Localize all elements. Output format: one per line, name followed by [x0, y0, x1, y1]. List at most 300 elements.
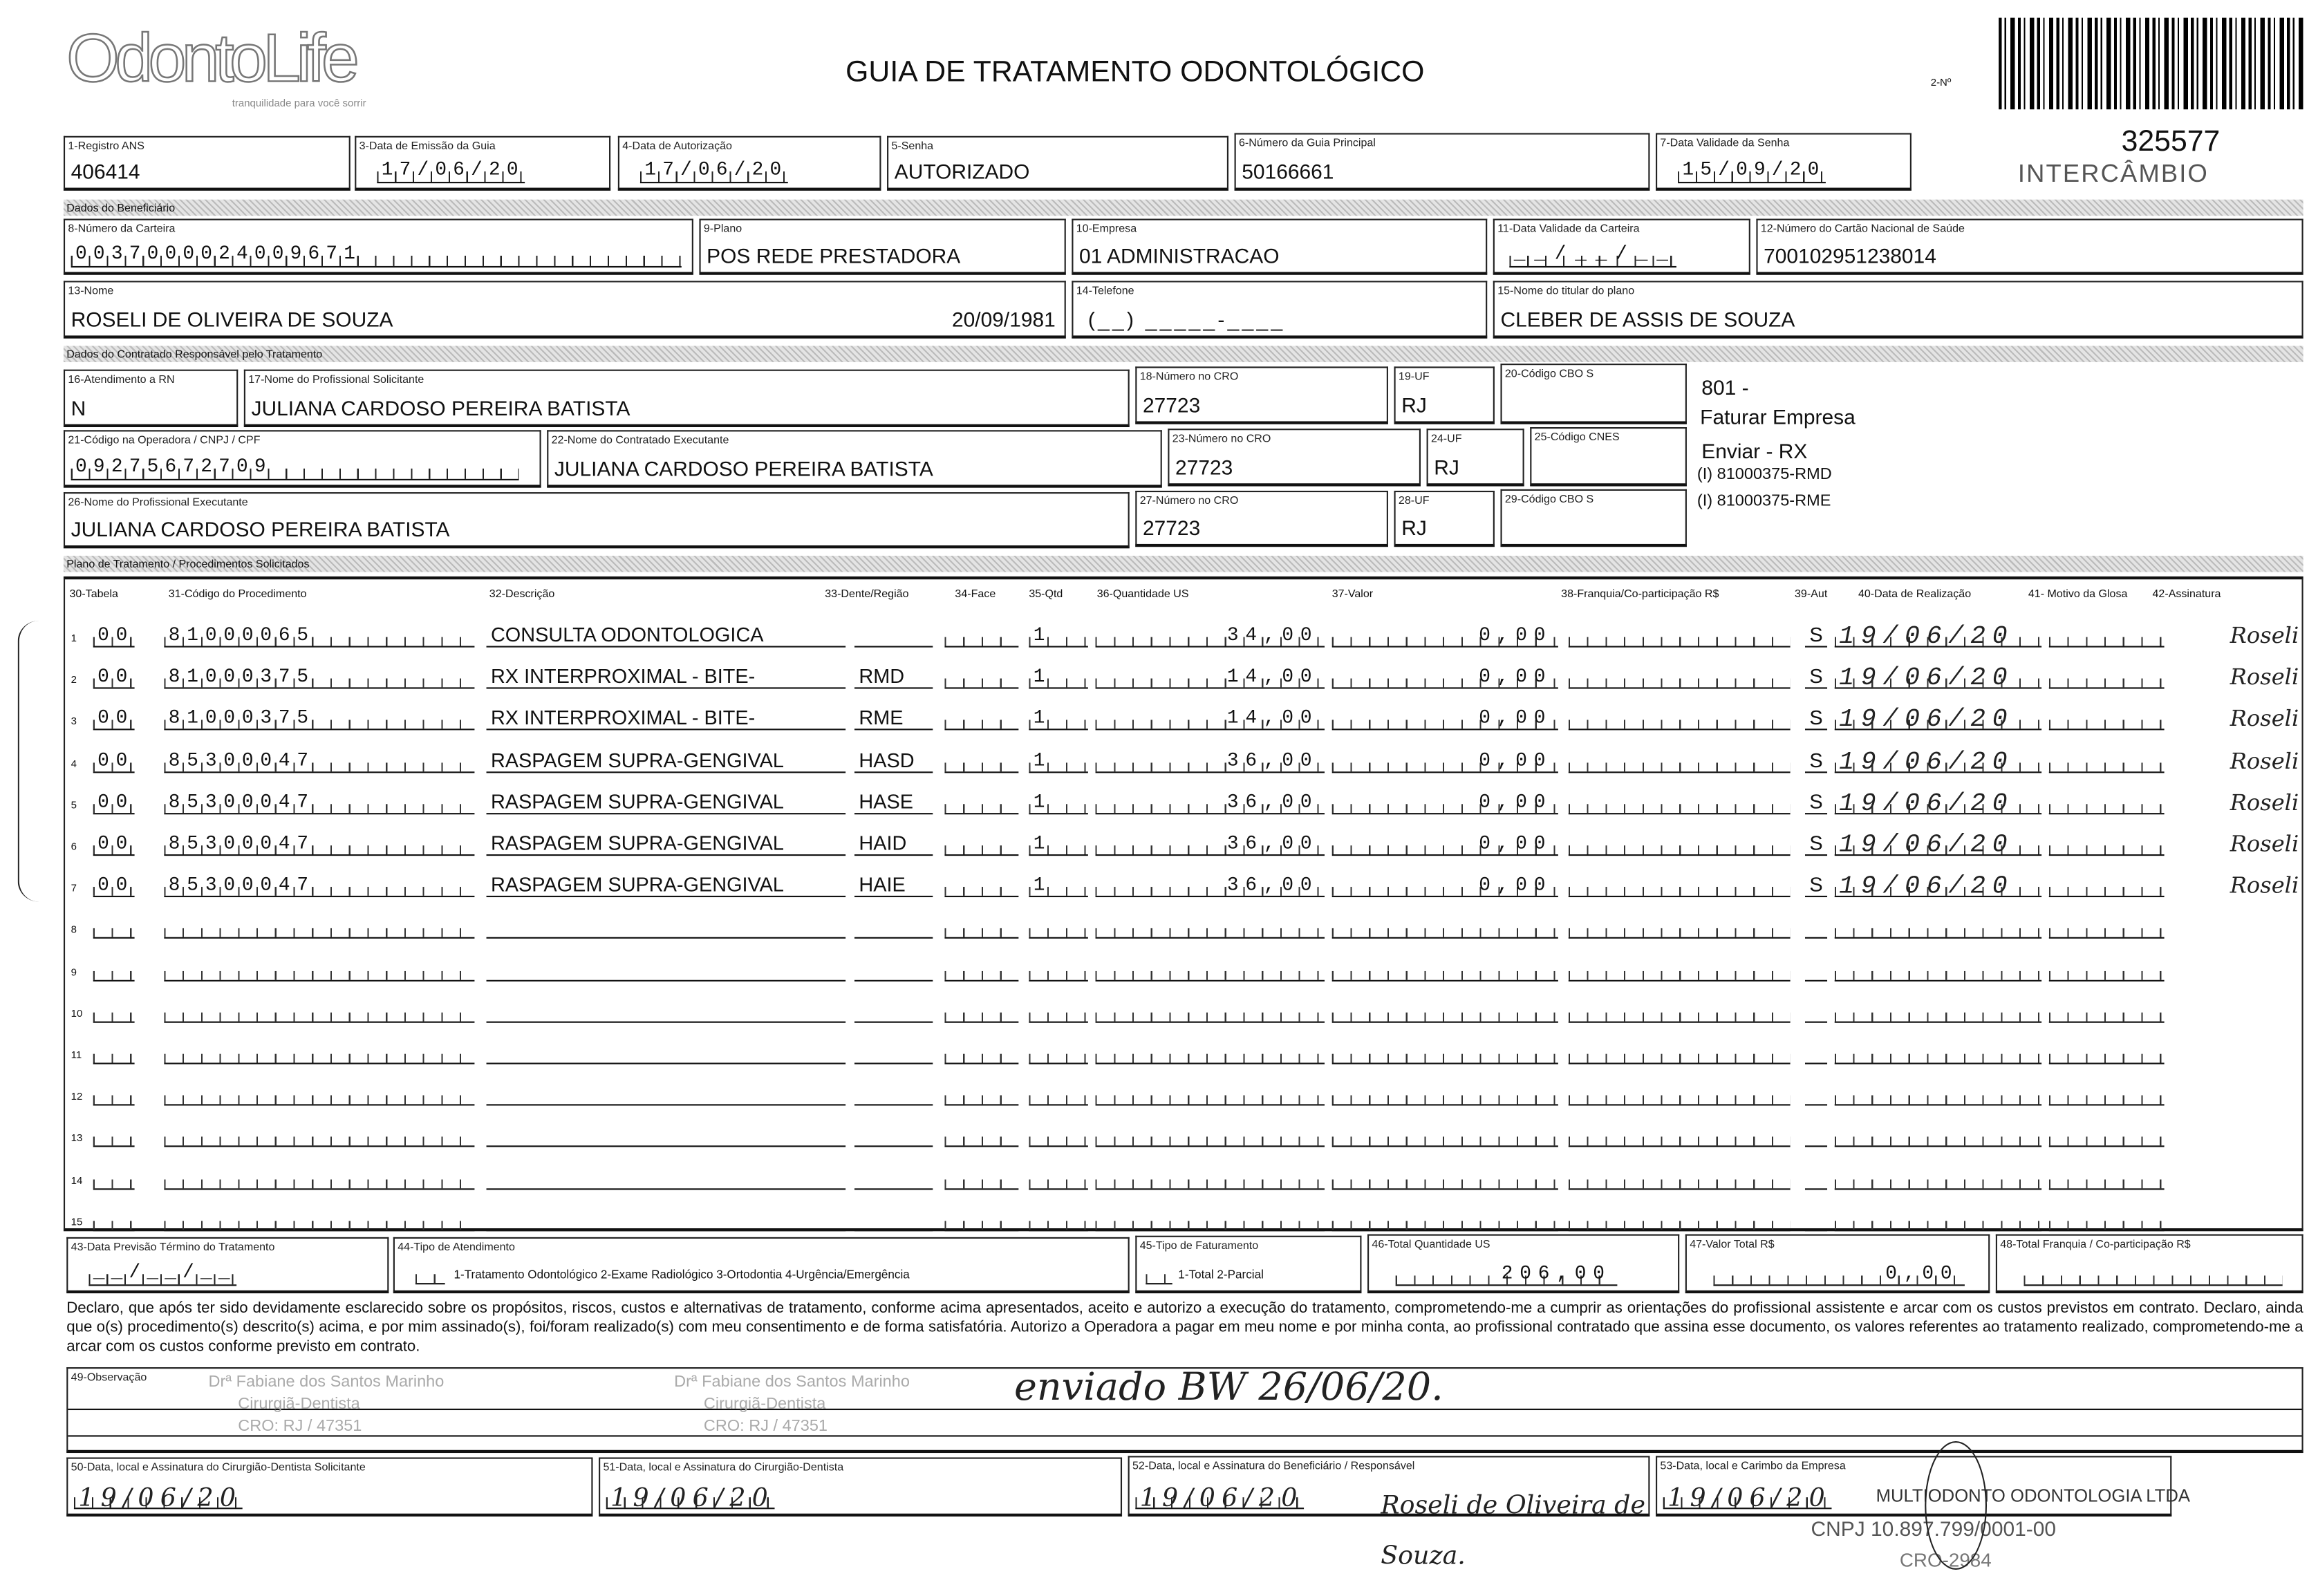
- table-row: [65, 986, 2305, 1027]
- cell-tabela: [93, 957, 135, 981]
- cell-aut: S: [1805, 791, 1827, 814]
- field-label: 23-Número no CRO: [1172, 431, 1271, 445]
- field-numero-carteira: [64, 218, 693, 274]
- cell-glosa: [2049, 874, 2165, 897]
- field-total-quantidade-us: [1367, 1234, 1679, 1294]
- row-number: 2: [71, 675, 77, 686]
- row-signature: Roseli: [2230, 664, 2299, 691]
- cell-codigo: 81000375: [164, 707, 474, 731]
- field-data-autorizacao: [618, 136, 881, 191]
- cell-data: 19/06/20: [1835, 832, 2041, 856]
- field-profissional-solicitante: [244, 370, 1130, 427]
- field-label: 15-Nome do titular do plano: [1497, 283, 1635, 297]
- cell-descricao: RX INTERPROXIMAL - BITE-: [487, 666, 846, 689]
- cell-dente: HAID: [854, 832, 933, 856]
- column-header: 40-Data de Realização: [1858, 586, 1972, 601]
- column-header: 33-Dente/Região: [825, 586, 909, 601]
- cell-qtd_us: [1096, 1082, 1325, 1106]
- row-number: 11: [71, 1051, 82, 1062]
- cell-data: [1835, 1124, 2041, 1147]
- field-label: 16-Atendimento a RN: [68, 372, 175, 386]
- field-value: ROSELI DE OLIVEIRA DE SOUZA: [71, 307, 393, 332]
- cell-face: [944, 916, 1018, 939]
- cell-descricao: RX INTERPROXIMAL - BITE-: [487, 707, 846, 731]
- cell-aut: [1805, 999, 1827, 1022]
- row-number: 9: [71, 967, 77, 978]
- beneficiary-signature: Roseli de Oliveira de Souza.: [1381, 1491, 1645, 1572]
- field-cnes-25: [1530, 427, 1687, 487]
- cell-data: 19/06/20: [1835, 707, 2041, 731]
- field-label: 29-Código CBO S: [1504, 492, 1594, 506]
- row-signature: Roseli: [2230, 747, 2299, 774]
- table-row: [65, 1069, 2305, 1110]
- field-senha: [887, 136, 1228, 191]
- cell-glosa: [2049, 749, 2165, 772]
- cell-qtd: 1: [1029, 791, 1088, 814]
- table-row: [65, 652, 2305, 693]
- cell-tabela: [93, 999, 135, 1022]
- cell-aut: S: [1805, 749, 1827, 772]
- cell-franquia: [1569, 957, 1791, 981]
- column-header: 36-Quantidade US: [1096, 586, 1189, 601]
- cell-qtd_us: 14,00: [1096, 666, 1325, 689]
- cell-valor: 0,00: [1332, 749, 1558, 772]
- field-label: 48-Total Franquia / Co-participação R$: [2000, 1237, 2191, 1251]
- logo-text: OdontoLife: [66, 19, 355, 96]
- cell-tabela: [93, 1040, 135, 1064]
- cell-qtd: 1: [1029, 749, 1088, 772]
- cell-glosa: [2049, 1165, 2165, 1189]
- column-header: 32-Descrição: [489, 586, 555, 601]
- field-tipo-atendimento: [393, 1237, 1130, 1293]
- cell-qtd_us: [1096, 1165, 1325, 1189]
- cell-valor: 0,00: [1332, 666, 1558, 689]
- field-empresa: [1072, 218, 1487, 274]
- table-row: [65, 819, 2305, 861]
- table-row: [65, 1111, 2305, 1152]
- cell-dente: HASE: [854, 791, 933, 814]
- row-number: 14: [71, 1176, 83, 1187]
- field-value: N: [71, 396, 86, 420]
- cell-codigo: [164, 957, 474, 981]
- stamp-line: CRO: RJ / 47351: [238, 1417, 362, 1436]
- cell-valor: [1332, 1165, 1558, 1189]
- cell-glosa: [2049, 832, 2165, 856]
- cell-tabela: 00: [93, 666, 135, 689]
- field-value: 09275672709: [71, 456, 519, 480]
- cell-dente: [854, 1082, 933, 1106]
- cell-face: [944, 666, 1018, 689]
- field-label: 24-UF: [1430, 431, 1462, 445]
- cell-franquia: [1569, 1082, 1791, 1106]
- cell-glosa: [2049, 1208, 2165, 1231]
- cell-aut: [1805, 957, 1827, 981]
- cell-codigo: [164, 1082, 474, 1106]
- field-value: 19/06/20: [74, 1484, 242, 1509]
- cell-valor: 0,00: [1332, 832, 1558, 856]
- field-label: 22-Nome do Contratado Executante: [551, 433, 729, 447]
- cell-codigo: 85300047: [164, 874, 474, 897]
- cell-dente: HAIE: [854, 874, 933, 897]
- field-value: JULIANA CARDOSO PEREIRA BATISTA: [71, 517, 450, 541]
- field-value: 0,00: [1713, 1262, 1965, 1286]
- cell-tabela: 00: [93, 623, 135, 647]
- cell-dente: [854, 1165, 933, 1189]
- side-note: Enviar - RX: [1701, 439, 1808, 463]
- cell-face: [944, 1040, 1018, 1064]
- cell-dente: RMD: [854, 666, 933, 689]
- cell-data: 19/06/20: [1835, 666, 2041, 689]
- cell-descricao: RASPAGEM SUPRA-GENGIVAL: [487, 874, 846, 897]
- cell-qtd: [1029, 999, 1088, 1022]
- row-number: 4: [71, 759, 77, 770]
- cell-franquia: [1569, 916, 1791, 939]
- field-value: 15/09/20: [1678, 158, 1825, 183]
- cell-data: 19/06/20: [1835, 749, 2041, 772]
- field-label: 6-Número da Guia Principal: [1238, 135, 1376, 149]
- field-value: 27723: [1175, 455, 1233, 479]
- cell-face: [944, 1165, 1018, 1189]
- cell-data: [1835, 1082, 2041, 1106]
- cell-glosa: [2049, 999, 2165, 1022]
- side-note: (I) 81000375-RME: [1697, 492, 1831, 510]
- field-codigo-operadora: [64, 430, 541, 487]
- field-telefone: [1072, 281, 1487, 338]
- field-label: 25-Código CNES: [1534, 430, 1620, 444]
- field-label: 5-Senha: [891, 139, 934, 153]
- field-cbo-20: [1500, 364, 1686, 424]
- cell-qtd_us: [1096, 1040, 1325, 1064]
- field-data-emissao: [355, 136, 610, 191]
- field-cbo-29: [1500, 489, 1686, 547]
- field-label: 4-Data de Autorização: [622, 139, 732, 153]
- column-header: 34-Face: [955, 586, 996, 601]
- cell-face: [944, 623, 1018, 647]
- row-number: 13: [71, 1134, 83, 1145]
- cell-aut: [1805, 1208, 1827, 1231]
- field-label: 45-Tipo de Faturamento: [1139, 1238, 1259, 1252]
- cell-data: 19/06/20: [1835, 791, 2041, 814]
- cell-descricao: RASPAGEM SUPRA-GENGIVAL: [487, 791, 846, 814]
- cell-descricao: [487, 1165, 846, 1189]
- row-number: 5: [71, 800, 77, 811]
- row-signature: Roseli: [2230, 830, 2299, 858]
- side-note: Faturar Empresa: [1700, 404, 1856, 429]
- dentist-stamp: [674, 1371, 910, 1438]
- cell-descricao: [487, 1040, 846, 1064]
- birth-date: 20/09/1981: [951, 307, 1056, 332]
- cell-codigo: [164, 1040, 474, 1064]
- cell-dente: [854, 1124, 933, 1147]
- odontolife-logo: [66, 21, 366, 111]
- field-value: 19/06/20: [606, 1484, 774, 1509]
- field-titular-plano: [1493, 281, 2303, 338]
- field-value: RJ: [1401, 516, 1427, 540]
- field-value: 19/06/20: [1663, 1484, 1831, 1509]
- field-value: 27723: [1142, 516, 1201, 540]
- table-row: [65, 735, 2305, 777]
- cell-aut: S: [1805, 874, 1827, 897]
- cell-dente: [854, 1040, 933, 1064]
- row-number: 3: [71, 717, 77, 728]
- cell-franquia: [1569, 1165, 1791, 1189]
- cell-glosa: [2049, 916, 2165, 939]
- guia-number: 325577: [2121, 125, 2221, 158]
- field-profissional-executante: [64, 492, 1130, 548]
- cell-face: [944, 791, 1018, 814]
- field-label: 49-Observação: [71, 1370, 147, 1384]
- row-signature: Roseli: [2230, 789, 2299, 816]
- cell-qtd_us: 34,00: [1096, 623, 1325, 647]
- cell-face: [944, 1082, 1018, 1106]
- cell-face: [944, 832, 1018, 856]
- declaration-text: Declaro, que após ter sido devidamente esclarecido sobre os propósitos, riscos, custos e alternativas de tratamento, conforme acima apresentados, aceito e autorizo a execução do tratamento, comprometendo-me a cumprir as orientações do profissional assistente e arcar com os custos previstos em contrato. Declaro, ainda que o(s) procedimento(s) descrito(s) acima, e por mim assinado(s), foi/foram realizado(s) com meu consentimento e de forma satisfatória. Autorizo a Operadora a pagar em meu nome e por minha conta, ao profissional contratado que assina esse documento, os valores referentes ao tratamento realizado, comprometendo-me a arcar com os custos conforme previsto em contrato.: [66, 1300, 2303, 1355]
- field-label: 1-Registro ANS: [68, 139, 144, 153]
- cell-face: [944, 749, 1018, 772]
- cell-qtd: 1: [1029, 874, 1088, 897]
- cell-valor: [1332, 1082, 1558, 1106]
- stamp-line: Cirurgiã-Dentista: [238, 1395, 360, 1414]
- row-number: 10: [71, 1009, 83, 1020]
- cell-qtd_us: [1096, 916, 1325, 939]
- field-nome: [64, 281, 1066, 338]
- field-cartao-nacional-saude: [1756, 218, 2303, 274]
- field-value: 206,00: [1396, 1262, 1618, 1286]
- cell-franquia: [1569, 791, 1791, 814]
- bracket-mark: [18, 621, 43, 901]
- cell-qtd_us: 36,00: [1096, 874, 1325, 897]
- field-label: 7-Data Validade da Senha: [1660, 135, 1790, 149]
- field-value: (__) _____-____: [1087, 307, 1286, 332]
- cell-dente: HASD: [854, 749, 933, 772]
- cell-dente: [854, 623, 933, 647]
- field-carimbo-empresa: [1656, 1456, 2191, 1517]
- cell-qtd: 1: [1029, 623, 1088, 647]
- cell-glosa: [2049, 1040, 2165, 1064]
- field-value: 27723: [1142, 393, 1201, 417]
- field-value: 406414: [71, 159, 140, 184]
- cell-dente: RME: [854, 707, 933, 731]
- field-label: 44-Tipo de Atendimento: [398, 1240, 515, 1254]
- cell-data: [1835, 957, 2041, 981]
- field-options: 1-Total 2-Parcial: [1178, 1268, 1264, 1282]
- field-value: CLEBER DE ASSIS DE SOUZA: [1500, 307, 1795, 332]
- table-row: [65, 1152, 2305, 1194]
- page-title: GUIA DE TRATAMENTO ODONTOLÓGICO: [845, 56, 1425, 89]
- field-label: 43-Data Previsão Término do Tratamento: [71, 1240, 275, 1254]
- field-validade-senha: [1656, 133, 1912, 190]
- row-number: 15: [71, 1217, 83, 1228]
- cell-aut: [1805, 916, 1827, 939]
- table-row: [65, 902, 2305, 943]
- cell-tabela: 00: [93, 874, 135, 897]
- field-label: 19-UF: [1398, 369, 1430, 383]
- cell-dente: [854, 1208, 933, 1231]
- field-value: 50166661: [1242, 159, 1334, 184]
- cell-descricao: [487, 916, 846, 939]
- cell-valor: 0,00: [1332, 874, 1558, 897]
- cell-franquia: [1569, 874, 1791, 897]
- cell-franquia: [1569, 832, 1791, 856]
- cell-aut: S: [1805, 666, 1827, 689]
- cell-tabela: [93, 1165, 135, 1189]
- section-beneficiario: Dados do Beneficiário: [64, 200, 2303, 216]
- field-label: 14-Telefone: [1076, 283, 1134, 297]
- cell-glosa: [2049, 1124, 2165, 1147]
- cell-franquia: [1569, 666, 1791, 689]
- column-header: 35-Qtd: [1029, 586, 1063, 601]
- field-label: 18-Número no CRO: [1139, 369, 1239, 383]
- cell-qtd_us: 14,00: [1096, 707, 1325, 731]
- field-plano: [699, 218, 1065, 274]
- cell-aut: S: [1805, 832, 1827, 856]
- procedures-table: [64, 576, 2303, 1231]
- field-validade-carteira: [1493, 218, 1750, 274]
- cell-qtd_us: [1096, 957, 1325, 981]
- cell-glosa: [2049, 1082, 2165, 1106]
- cell-codigo: [164, 1124, 474, 1147]
- cell-descricao: [487, 999, 846, 1022]
- field-label: 13-Nome: [68, 283, 114, 297]
- cell-qtd_us: 36,00: [1096, 832, 1325, 856]
- field-label: 47-Valor Total R$: [1690, 1237, 1775, 1251]
- cell-descricao: [487, 957, 846, 981]
- cell-codigo: [164, 1165, 474, 1189]
- cell-tabela: 00: [93, 707, 135, 731]
- cell-qtd: [1029, 1124, 1088, 1147]
- cell-qtd: [1029, 1082, 1088, 1106]
- column-header: 42-Assinatura: [2152, 586, 2221, 601]
- cell-tabela: 00: [93, 749, 135, 772]
- cell-tabela: [93, 1082, 135, 1106]
- field-cro-27: [1135, 491, 1388, 547]
- barcode: [1999, 18, 2303, 110]
- cell-codigo: 81000375: [164, 666, 474, 689]
- field-value: __/__/__: [1509, 243, 1677, 267]
- cell-glosa: [2049, 623, 2165, 647]
- field-label: 17-Nome do Profissional Solicitante: [248, 372, 424, 386]
- side-note: (I) 81000375-RMD: [1697, 465, 1832, 484]
- cell-aut: [1805, 1040, 1827, 1064]
- cell-aut: S: [1805, 707, 1827, 731]
- field-value: 19/06/20: [1135, 1484, 1303, 1509]
- field-assinatura-beneficiario: [1128, 1456, 1650, 1572]
- cell-valor: 0,00: [1332, 791, 1558, 814]
- cell-qtd_us: [1096, 999, 1325, 1022]
- cell-valor: [1332, 1208, 1558, 1231]
- column-header: 41- Motivo da Glosa: [2028, 586, 2128, 601]
- row-signature: Roseli: [2230, 872, 2299, 899]
- cell-tabela: 00: [93, 791, 135, 814]
- table-row: [65, 1194, 2305, 1235]
- cell-dente: [854, 999, 933, 1022]
- cell-data: 19/06/20: [1835, 623, 2041, 647]
- field-label: 51-Data, local e Assinatura do Cirurgião-Dentista: [603, 1460, 844, 1474]
- cell-face: [944, 874, 1018, 897]
- cell-valor: [1332, 1124, 1558, 1147]
- field-observacao: [66, 1367, 2303, 1453]
- cell-face: [944, 1208, 1018, 1231]
- field-label: 11-Data Validade da Carteira: [1497, 221, 1640, 236]
- cell-franquia: [1569, 749, 1791, 772]
- column-header: 31-Código do Procedimento: [168, 586, 307, 601]
- field-label: 9-Plano: [703, 221, 742, 236]
- cell-dente: [854, 916, 933, 939]
- table-row: [65, 1027, 2305, 1069]
- field-value: 700102951238014: [1764, 243, 1936, 268]
- cell-tabela: [93, 916, 135, 939]
- cell-valor: 0,00: [1332, 623, 1558, 647]
- field-value: AUTORIZADO: [894, 159, 1030, 184]
- company-stamp-circle: [1925, 1441, 1987, 1570]
- field-label: 46-Total Quantidade US: [1372, 1237, 1490, 1251]
- column-header: 30-Tabela: [69, 586, 118, 601]
- cell-aut: [1805, 1124, 1827, 1147]
- field-label: 28-UF: [1398, 494, 1430, 507]
- row-signature: Roseli: [2230, 705, 2299, 733]
- field-value: RJ: [1434, 455, 1459, 479]
- cell-qtd_us: 36,00: [1096, 791, 1325, 814]
- table-row: [65, 694, 2305, 735]
- cell-aut: [1805, 1082, 1827, 1106]
- cell-data: 19/06/20: [1835, 874, 2041, 897]
- cell-aut: [1805, 1165, 1827, 1189]
- field-guia-principal: [1235, 133, 1650, 190]
- field-assinatura-solicitante: [66, 1457, 592, 1517]
- company-cnpj: CNPJ 10.897.799/0001-00: [1811, 1516, 2057, 1541]
- field-registro-ans: [64, 136, 350, 191]
- cell-qtd_us: [1096, 1208, 1325, 1231]
- row-number: 6: [71, 842, 77, 853]
- cell-franquia: [1569, 999, 1791, 1022]
- cell-glosa: [2049, 791, 2165, 814]
- field-contratado-executante: [547, 430, 1162, 487]
- cell-glosa: [2049, 666, 2165, 689]
- field-options: 1-Tratamento Odontológico 2-Exame Radiológico 3-Ortodontia 4-Urgência/Emergência: [454, 1268, 910, 1282]
- cell-franquia: [1569, 707, 1791, 731]
- cell-qtd: [1029, 1040, 1088, 1064]
- cell-codigo: [164, 1208, 474, 1231]
- field-uf-24: [1427, 429, 1524, 486]
- table-row: [65, 861, 2305, 902]
- company-cro: CRO-2984: [1899, 1549, 1992, 1572]
- cell-qtd: 1: [1029, 707, 1088, 731]
- field-value: 17/06/20: [377, 158, 524, 183]
- cell-descricao: [487, 1082, 846, 1106]
- field-value: JULIANA CARDOSO PEREIRA BATISTA: [554, 456, 933, 480]
- cell-qtd: [1029, 916, 1088, 939]
- cell-tabela: 00: [93, 832, 135, 856]
- cell-franquia: [1569, 1124, 1791, 1147]
- cell-codigo: 85300047: [164, 791, 474, 814]
- cell-franquia: [1569, 623, 1791, 647]
- cell-descricao: [487, 1124, 846, 1147]
- field-uf-28: [1394, 491, 1495, 547]
- field-label: 20-Código CBO S: [1504, 366, 1594, 380]
- cell-data: [1835, 1040, 2041, 1064]
- table-row: [65, 777, 2305, 818]
- row-signature: Roseli: [2230, 622, 2299, 649]
- field-label: 12-Número do Cartão Nacional de Saúde: [1760, 221, 1965, 236]
- cell-valor: [1332, 916, 1558, 939]
- field-label: 8-Número da Carteira: [68, 221, 176, 236]
- field-assinatura-dentista: [599, 1457, 1122, 1517]
- row-number: 1: [71, 634, 77, 645]
- intercambio-stamp: INTERCÂMBIO: [2017, 159, 2209, 188]
- guia-number-label: 2-Nº: [1930, 78, 1952, 89]
- cell-qtd: [1029, 1208, 1088, 1231]
- cell-franquia: [1569, 1040, 1791, 1064]
